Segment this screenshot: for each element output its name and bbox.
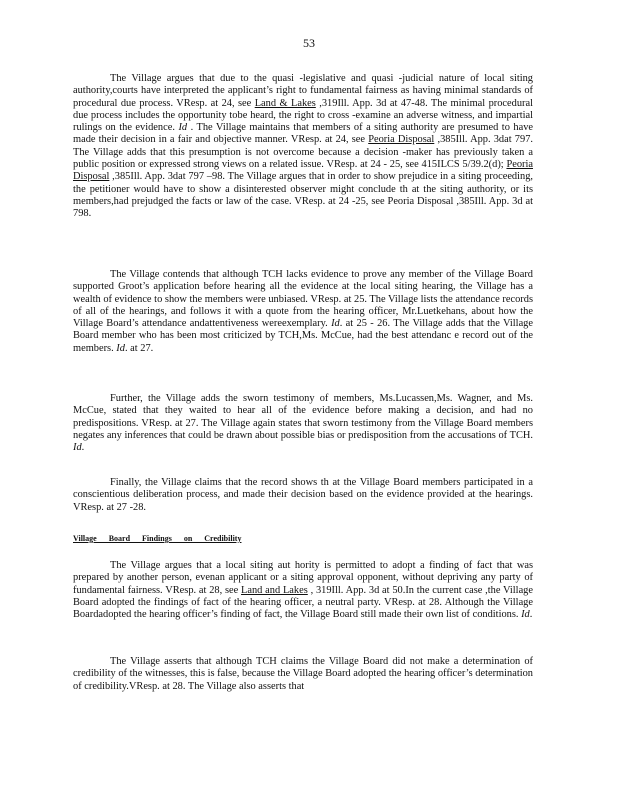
case-citation: Land and Lakes xyxy=(241,584,308,596)
paragraph-text: The Village argues that due to the quasi -legislative and quasi -judicial nature of local siting authority,courts have interpreted the applicant’s right to fundamental fairness as having minimal standards of procedural due process. VResp. at 24, see xyxy=(73,73,533,109)
id-citation: Id xyxy=(521,609,530,621)
id-citation: Id xyxy=(331,318,340,330)
paragraph-text: . xyxy=(81,442,85,454)
id-citation: Id xyxy=(116,342,125,354)
paragraph-text: ,319Ill. App. 3d at 47-48. The minimal procedural due process includes the opportunity tobe heard, the right to cross -examine an adverse witness, and impartial rulings on the evidence. xyxy=(73,97,534,134)
paragraph-text: , 319Ill. App. 3d at 50.In the current case ,the Village Board adopted the findings of fact of the hearing officer, a neutral party. VResp. at 28. Although the Village Boardadopted the hearing officer’s finding of fact, the Village Board still made their own list of conditions. xyxy=(73,584,533,621)
case-citation: Land & Lakes xyxy=(254,97,316,109)
id-citation: Id xyxy=(178,122,188,134)
paragraph-text: ,385Ill. App. 3dat 797 –98. The Village argues that in order to show prejudice in a siting proceeding, the petitioner would have to show a disinterested observer might conclude th at the siting authority, or its members,had prejudged the facts or law of the case. VResp. at 24 -25, see Peoria Disposal ,385Ill. App. 3d at 798. xyxy=(73,171,533,220)
paragraph-text: The Village argues that a local siting aut hority is permitted to adopt a finding of fact that was prepared by another person, evenan applicant or a siting approval opponent, without depriving any party of fundamental fairness. VResp. at 28, see xyxy=(73,560,533,596)
paragraph-text: . at 27. xyxy=(124,342,154,354)
paragraph-text: . at 25 - 26. The Village adds that the Village Board member who has been most criticized by TCH,Ms. McCue, had the best attendanc e record out of the members. xyxy=(73,318,533,354)
paragraph-1 xyxy=(73,73,533,221)
paragraph-text: . The Village maintains that members of a siting authority are presumed to have made their decision in a fair and objective manner. VResp. at 24, see xyxy=(73,122,533,146)
paragraph-3 xyxy=(73,393,533,454)
paragraph-text: Finally, the Village claims that the record shows th at the Village Board members participated in a conscientious deliberation process, and made their decision based on the evidence provided at the hearings. VResp. at 27 -28. xyxy=(73,477,533,513)
case-citation: Peoria Disposal xyxy=(73,159,533,183)
paragraph-text: ,385Ill. App. 3dat 797. The Village adds that this presumption is not overcome because a decision -maker has previously taken a public position or expressed strong views on a related issue. VResp. at 24 - 25, see 415ILCS 5/39.2(d); xyxy=(73,134,533,171)
paragraph-text: The Village asserts that although TCH claims the Village Board did not make a determination of credibility of the witnesses, this is false, because the Village Board adopted the hearing officer’s determination of credibility.VResp. at 28. The Village also asserts that xyxy=(73,656,533,692)
paragraph-5 xyxy=(73,560,533,621)
case-citation: Peoria Disposal xyxy=(368,134,435,146)
paragraph-text: Further, the Village adds the sworn testimony of members, Ms.Lucassen,Ms. Wagner, and Ms. McCue, stated that they waited to hear all of the evidence before making a decision, and had no predispositions. VResp. at 27. The Village again states that sworn testimony from the Village Board members negates any inferences that could be drawn about possible bias or predisposition from the accusations of TCH. xyxy=(73,393,533,441)
paragraph-6 xyxy=(73,656,533,693)
paragraph-4 xyxy=(73,477,533,514)
paragraph-text: . xyxy=(529,609,533,621)
paragraph-2 xyxy=(73,269,533,355)
paragraph-text: The Village contends that although TCH lacks evidence to prove any member of the Village Board supported Groot’s application before hearing all the evidence at the local siting hearing, the Village has a wealth of evidence to show the members were unbiased. VResp. at 25. The Village lists the attendance records of all of the hearings, and follows it with a quote from the hearing officer, Mr.Luetkehans, about how the Village Board’s attendance andattentiveness wereexemplary. xyxy=(73,269,533,330)
section-heading: Village Board Findings on Credibility xyxy=(73,534,242,543)
page-number: 53 xyxy=(303,36,315,50)
id-citation: Id xyxy=(73,442,82,454)
